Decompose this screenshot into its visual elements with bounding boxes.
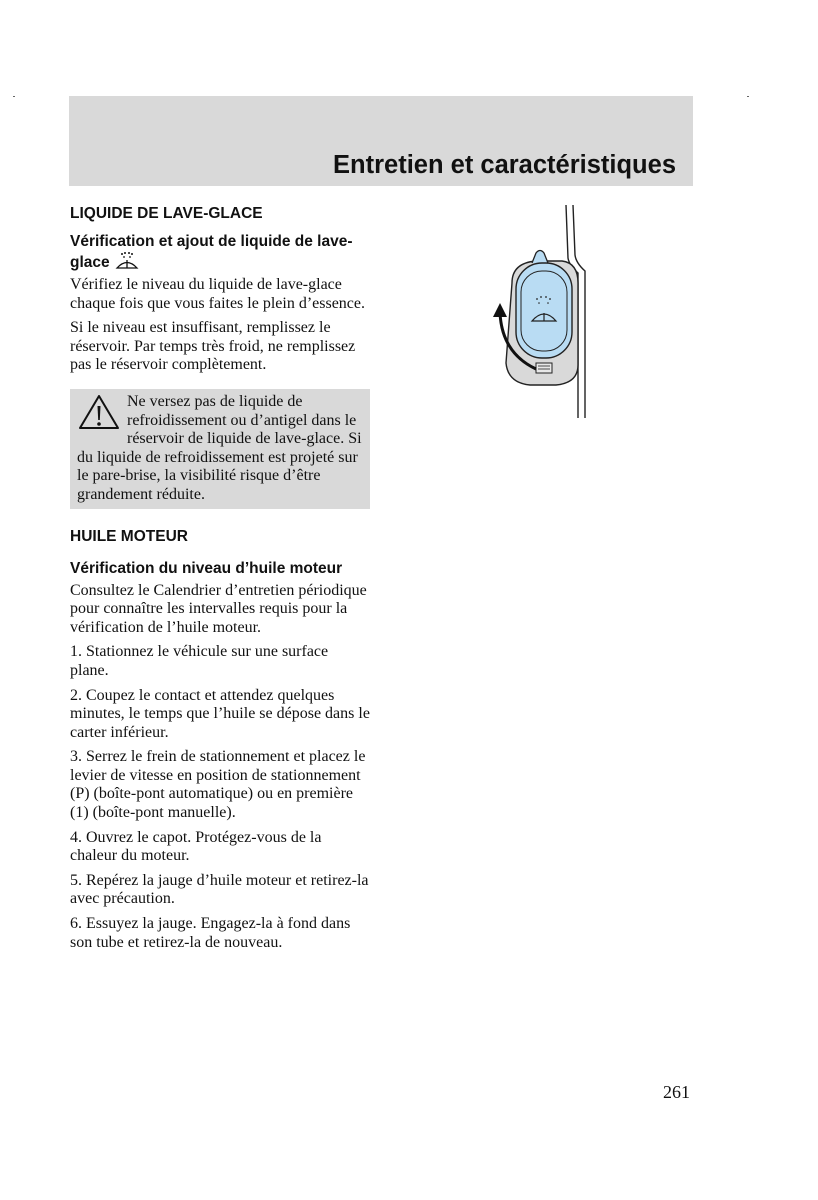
warning-triangle-icon [77,393,121,431]
oil-step: 1. Stationnez le véhicule sur une surface plane. [70,643,329,679]
washer-fluid-icon [114,251,140,271]
subheading-washer [70,233,370,272]
washer-reservoir-cap-icon [490,203,610,423]
subheading-washer-text: Vérification et ajout de liquide de lave-glace [70,233,353,271]
oil-step: 2. Coupez le contact et attendez quelques minutes, le temps que l’huile se dépose dans le carter inférieur. [70,686,370,741]
header-band [69,96,693,186]
page-number: 261 [663,1082,690,1102]
main-column [70,204,370,958]
subheading-oil: Vérification du niveau d’huile moteur [70,559,343,577]
crop-mark [13,96,15,97]
page-title: Entretien et caractéristiques [333,151,676,179]
washer-paragraph-1: Vérifiez le niveau du liquide de lave-glace chaque fois que vous faites le plein d’essence. [70,276,366,312]
warning-text: Ne versez pas de liquide de refroidissement ou d’antigel dans le réservoir de liquide de lave-glace. Si du liquide de refroidissement est projeté sur le pare-brise, la visibilité risque d’être grandement réduite. [77,392,362,503]
section-heading-washer: LIQUIDE DE LAVE-GLACE [70,205,263,222]
warning-box [70,389,370,509]
oil-step: 6. Essuyez la jauge. Engagez-la à fond dans son tube et retirez-la de nouveau. [70,915,351,951]
oil-step: 5. Repérez la jauge d’huile moteur et retirez-la avec précaution. [70,871,369,908]
washer-paragraph-2: Si le niveau est insuffisant, remplissez le réservoir. Par temps très froid, ne remplissez pas le réservoir complètement. [70,319,356,374]
oil-step: 3. Serrez le frein de stationnement et placez le levier de vitesse en position de stationnement (P) (boîte-pont automatique) ou en première (1) (boîte-pont manuelle). [70,748,366,822]
crop-mark [747,96,749,97]
section-heading-oil: HUILE MOTEUR [70,527,188,545]
oil-intro: Consultez le Calendrier d’entretien périodique pour connaître les intervalles requis pour la vérification de l’huile moteur. [70,581,367,636]
oil-step: 4. Ouvrez le capot. Protégez-vous de la chaleur du moteur. [70,828,322,865]
